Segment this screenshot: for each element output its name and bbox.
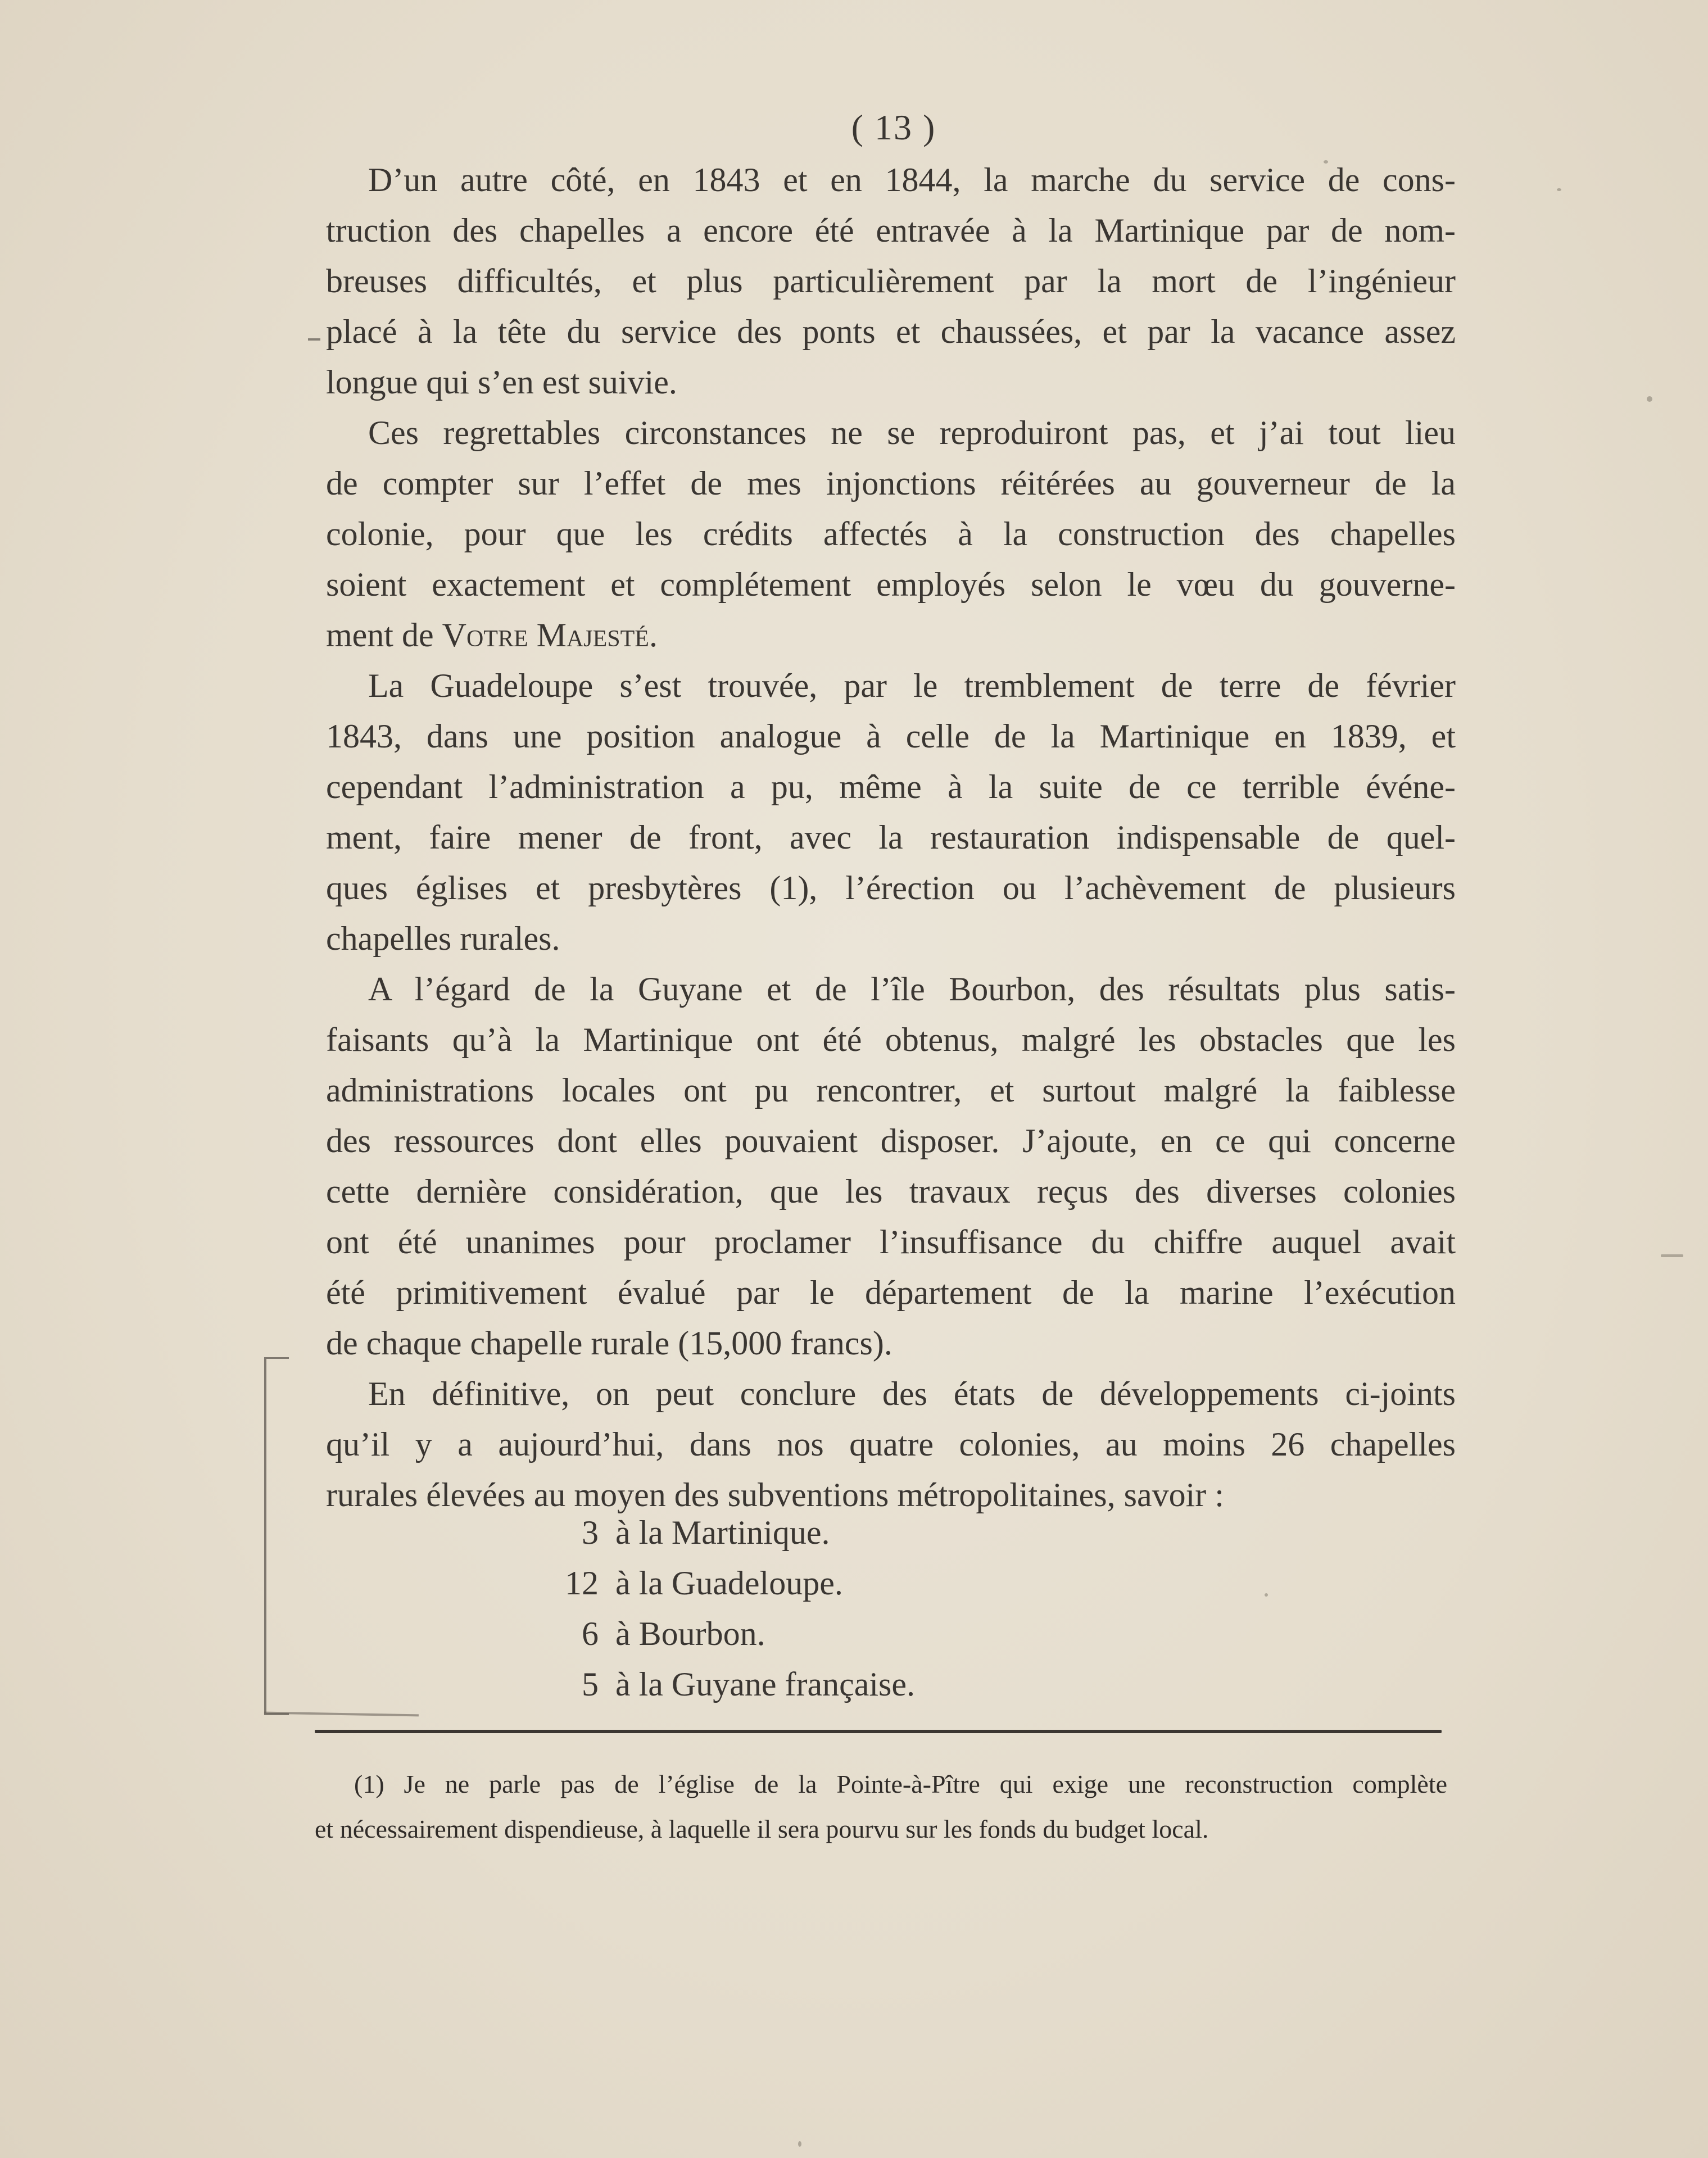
- list-item: [554, 1558, 1059, 1608]
- body-text: [326, 155, 1456, 1520]
- footnote: [315, 1762, 1447, 1852]
- text-line: administrations locales ont pu rencontrer, et surtout malgré la faiblesse: [326, 1072, 1456, 1109]
- text-line: breuses difficultés, et plus particulièrement par la mort de l’ingénieur: [326, 262, 1456, 300]
- footnote-line: et nécessairement dispendieuse, à laquelle il sera pourvu sur les fonds du budget local.: [315, 1815, 1209, 1843]
- paper-speck: [1265, 1593, 1268, 1597]
- text-line: chapelles rurales.: [326, 920, 560, 957]
- paragraph: [326, 660, 1456, 964]
- text-line: ont été unanimes pour proclamer l’insuffisance du chiffre auquel avait: [326, 1223, 1456, 1261]
- text-line: des ressources dont elles pouvaient disposer. J’ajoute, en ce qui concerne: [326, 1122, 1456, 1159]
- paragraph: [326, 1368, 1456, 1520]
- text-line: Ces regrettables circonstances ne se reproduiront pas, et j’ai tout lieu: [368, 414, 1456, 451]
- footnote-line: (1) Je ne parle pas de l’église de la Pointe-à-Pître qui exige une reconstruction complète: [354, 1770, 1447, 1798]
- chapel-count: 5: [582, 1666, 599, 1703]
- paragraph: [326, 155, 1456, 407]
- text-line: A l’égard de la Guyane et de l’île Bourbon, des résultats plus satis-: [368, 971, 1456, 1008]
- text-line: soient exactement et complétement employés selon le vœu du gouverne-: [326, 566, 1456, 603]
- page-number: ( 13 ): [851, 107, 936, 147]
- chapel-place: à la Martinique.: [615, 1514, 830, 1551]
- text-line: faisants qu’à la Martinique ont été obtenus, malgré les obstacles que les: [326, 1021, 1456, 1058]
- list-item: [554, 1507, 1059, 1558]
- chapel-place: à Bourbon.: [615, 1615, 765, 1652]
- list-item: [554, 1608, 1059, 1659]
- paragraph: [326, 964, 1456, 1368]
- text-line: ques églises et presbytères (1), l’érection ou l’achèvement de plusieurs: [326, 869, 1456, 906]
- text-line: D’un autre côté, en 1843 et en 1844, la marche du service de cons-: [368, 161, 1456, 198]
- chapel-count: 6: [582, 1615, 599, 1652]
- text-fragment: ment de: [326, 616, 442, 654]
- text-line: 1843, dans une position analogue à celle de la Martinique en 1839, et: [326, 718, 1456, 755]
- text-line: En définitive, on peut conclure des états de développements ci-joints: [368, 1375, 1456, 1412]
- text-line: La Guadeloupe s’est trouvée, par le tremblement de terre de février: [368, 667, 1456, 704]
- footnote-divider: [315, 1730, 1442, 1733]
- paper-speck: [798, 2141, 801, 2147]
- paper-speck: [1647, 396, 1652, 402]
- text-fragment: .: [649, 616, 658, 654]
- text-line: qu’il y a aujourd’hui, dans nos quatre colonies, au moins 26 chapelles: [326, 1426, 1456, 1463]
- text-line: été primitivement évalué par le département de la marine l’exécution: [326, 1274, 1456, 1311]
- text-line: longue qui s’en est suivie.: [326, 364, 677, 401]
- text-line: colonie, pour que les crédits affectés à la construction des chapelles: [326, 515, 1456, 552]
- majesty-smallcaps: Votre Majesté: [442, 616, 649, 654]
- chapel-count: 12: [565, 1565, 599, 1602]
- margin-mark: [308, 338, 320, 341]
- paragraph: [326, 407, 1456, 660]
- chapel-place: à la Guadeloupe.: [615, 1565, 843, 1602]
- chapel-place: à la Guyane française.: [615, 1666, 916, 1703]
- text-line: placé à la tête du service des ponts et chaussées, et par la vacance assez: [326, 313, 1456, 350]
- margin-bracket: [264, 1357, 289, 1715]
- text-line: de chaque chapelle rurale (15,000 francs).: [326, 1325, 892, 1362]
- text-line: ment, faire mener de front, avec la restauration indispensable de quel-: [326, 819, 1456, 856]
- text-line: truction des chapelles a encore été entravée à la Martinique par de nom-: [326, 212, 1456, 249]
- text-line: [326, 610, 1456, 660]
- text-line: cependant l’administration a pu, même à la suite de ce terrible événe-: [326, 768, 1456, 805]
- list-item: [554, 1659, 1059, 1710]
- chapel-count: 3: [582, 1514, 599, 1551]
- paper-speck: [1557, 188, 1561, 191]
- paper-speck: [1661, 1254, 1683, 1257]
- text-line: de compter sur l’effet de mes injonctions réitérées au gouverneur de la: [326, 465, 1456, 502]
- chapel-list: [554, 1507, 1059, 1710]
- text-line: rurales élevées au moyen des subventions métropolitaines, savoir :: [326, 1476, 1224, 1513]
- text-line: cette dernière considération, que les travaux reçus des diverses colonies: [326, 1173, 1456, 1210]
